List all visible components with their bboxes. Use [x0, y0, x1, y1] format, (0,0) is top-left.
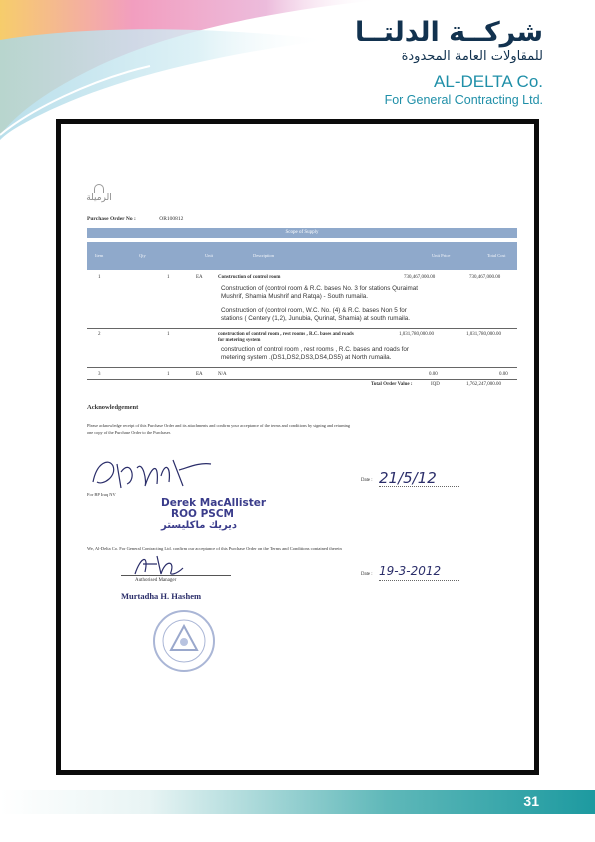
bp-signature [87, 452, 217, 494]
row-detail: Construction of (control room, W.C. No. (4) & R.C. bases Non 5 for stations ( Centery (1,2), Junubia, Qurinat, Shamia) at south rumaila. [221, 307, 410, 322]
col-item: Item [95, 253, 104, 258]
po-number [87, 216, 183, 222]
row-qty: 1 [167, 372, 170, 377]
col-unit: Unit [205, 253, 214, 258]
document-frame [56, 119, 539, 775]
po-label: Purchase Order No : [87, 216, 136, 222]
logo-mark-icon [94, 184, 104, 193]
table-header [87, 242, 517, 270]
company-subtitle-english: For General Contracting Ltd. [384, 93, 543, 107]
date-line [379, 580, 459, 581]
company-header [355, 18, 543, 108]
footer-bar [0, 790, 595, 814]
ack-title: Acknowledgement [87, 404, 139, 411]
row-total: 0.00 [499, 372, 508, 377]
purchase-order-document [61, 124, 534, 770]
date-label: Date : [361, 572, 373, 577]
stamp-name: Derek MacAllister [161, 497, 267, 509]
page-number: 31 [523, 793, 539, 809]
row-item: 3 [98, 372, 101, 377]
row-qty: 1 [167, 332, 170, 337]
rumaila-logo [83, 184, 115, 203]
row-unit-price: 1,031,780,000.00 [399, 332, 434, 337]
col-description: Description [253, 253, 274, 258]
company-name-english: AL-DELTA Co. [434, 72, 543, 91]
total-label: Total Order Value : [371, 382, 413, 387]
row-unit: EA [196, 275, 203, 280]
row-detail: Construction of (control room & R.C. bases No. 3 for stations Quraimat Mushrif, Shamia Mushrif and Ratqa) - South rumaila. [221, 285, 419, 300]
row-divider [87, 367, 517, 368]
signatory-stamp [161, 498, 266, 531]
row-divider [87, 379, 517, 380]
row-unit: EA [196, 372, 203, 377]
po-value: OR100812 [159, 216, 184, 222]
row-title: N/A [218, 372, 227, 377]
row-divider [87, 328, 517, 329]
total-currency: IQD [431, 382, 440, 387]
col-unit-price: Unit Price [432, 253, 451, 258]
ack-text: Please acknowledge receipt of this Purchase Order and its attachments and confirm your acceptance of the terms and conditions by signing and returning one copy of the Purchase Order to the Purchaser. [87, 423, 350, 435]
row-total: 1,031,780,000.00 [466, 332, 501, 337]
row-item: 2 [98, 332, 101, 337]
row-title: Construction of control room [218, 275, 281, 280]
total-value: 1,762,247,000.00 [466, 382, 501, 387]
col-total: Total Cost [487, 253, 506, 258]
row-total: 730,467,000.00 [469, 275, 501, 280]
handwritten-date: 19-3-2012 [379, 564, 442, 578]
col-qty: Qty [139, 253, 146, 258]
logo-text: الرميلة [86, 193, 112, 203]
manager-label: Authorised Manager [135, 578, 177, 583]
stamp-title: ROO PSCM [171, 508, 235, 520]
handwritten-date: 21/5/12 [379, 469, 437, 487]
date-line [379, 486, 459, 487]
row-qty: 1 [167, 275, 170, 280]
company-seal-icon [151, 608, 217, 674]
row-unit-price: 0.00 [429, 372, 438, 377]
manager-name: Murtadha H. Hashem [121, 591, 202, 601]
row-unit-price: 730,467,000.00 [404, 275, 436, 280]
row-detail: construction of control room , rest rooms , R.C. bases and roads for metering system .(DS1,DS2,DS3,DS4,DS5) at North rumaila. [221, 346, 409, 361]
stamp-arabic: ديريك ماكليستر [161, 520, 238, 531]
confirm-text: We, Al-Delta Co. For General Contracting Ltd. confirm our acceptance of this Purchase Order on the Terms and Conditions contained therein [87, 546, 342, 551]
scope-title: Scope of Supply [87, 228, 517, 238]
row-title: construction of control room , rest rooms , R.C. bases and roads for metering system [218, 332, 354, 343]
date-label: Date : [361, 478, 373, 483]
manager-signature-line [121, 575, 231, 576]
row-item: 1 [98, 275, 101, 280]
company-subtitle-arabic: للمقاولات العامة المحدودة [401, 49, 543, 64]
company-name-arabic: شركــة الدلتــا [354, 17, 543, 48]
for-bp-label: For BP Iraq NV [87, 492, 116, 497]
